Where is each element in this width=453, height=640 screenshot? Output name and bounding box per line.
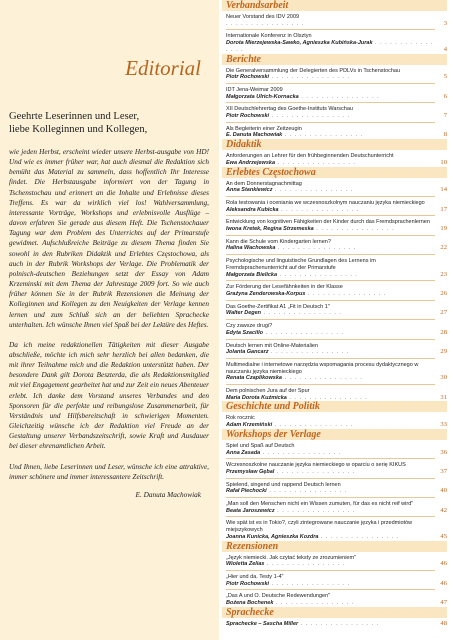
toc-entry[interactable] <box>222 126 447 139</box>
toc-divider <box>226 235 435 236</box>
toc-entry-author <box>226 132 435 139</box>
toc-dot-leader: . . . . . . . . . . . . . . . . <box>305 290 387 297</box>
toc-page-number: 8 <box>443 131 447 139</box>
toc-divider <box>226 516 435 517</box>
toc-entry[interactable] <box>222 258 447 278</box>
toc-entry[interactable] <box>222 520 447 540</box>
toc-entry-title: Zur Förderung der Lesefähnkeiten in der Klasse <box>226 284 343 291</box>
toc-divider <box>226 589 435 590</box>
toc-author-name: Wioletta Zelias <box>226 561 265 568</box>
editorial-title: Editorial <box>125 56 201 80</box>
toc-entry-title: Entwicklung von kognitiven Fähigkeiten der Kinder durch das Fremdsprachenlernen <box>226 219 430 226</box>
toc-author-name: Piotr Rochowski <box>226 580 270 587</box>
toc-dot-leader: . . . . . . . . . . . . . . . . <box>269 74 350 81</box>
toc-entry-title: Die Generalversammlung der Delegierten des PDLVs in Tschenstochau <box>226 67 401 74</box>
toc-dot-leader: . . . . . . . . . . . . . . . . <box>269 580 350 587</box>
toc-entry[interactable] <box>222 388 447 401</box>
toc-entry-title: Czy zawsze drugi? <box>226 323 273 330</box>
toc-page-number: 42 <box>440 506 447 514</box>
toc-author-name: Maria Dorota Kuźmicka <box>226 394 287 401</box>
toc-page-number: 14 <box>440 186 447 194</box>
toc-entry-author <box>226 561 435 568</box>
toc-author-name: Beata Jaroszewicz <box>226 507 275 514</box>
toc-page-number: 36 <box>440 448 447 456</box>
toc-entry[interactable] <box>222 415 447 428</box>
toc-page-number: 6 <box>443 92 447 100</box>
toc-section-title: Geschichte und Politik <box>222 401 447 412</box>
toc-divider <box>226 83 435 84</box>
toc-entry-title: „Das A und O. Deutsche Redewendungen" <box>226 593 331 600</box>
toc-entry-author <box>226 74 435 81</box>
toc-entry-author <box>226 245 435 252</box>
toc-entry-author <box>226 113 435 120</box>
toc-entry-author <box>226 395 435 402</box>
toc-dot-leader: . . . . . . . . . . . . . . . . <box>261 310 342 317</box>
toc-entry-author <box>226 349 435 356</box>
toc-author-name: Piotr Rochowski <box>226 113 270 120</box>
toc-page-number: 22 <box>440 244 447 252</box>
toc-dot-leader: . . . . . . . . . . . . . . . . <box>274 468 356 475</box>
toc-entry[interactable] <box>222 153 447 166</box>
toc-entry-author <box>226 534 435 541</box>
toc-entry-author <box>226 226 435 233</box>
toc-author-name: Anna Zasada <box>226 449 261 456</box>
toc-dot-leader: . . . . . . . . . . . . . . . . <box>264 561 346 568</box>
toc-author-name: Halina Wachowska <box>226 245 276 252</box>
toc-author-name: Aleksandra Kubicka <box>226 206 279 213</box>
toc-section <box>222 139 447 166</box>
toc-dot-leader: . . . . . . . . . . . . . . . . <box>274 507 356 514</box>
toc-author-name: Przemysław Gębal <box>226 468 275 475</box>
toc-section-title: Verbandsarbeit <box>222 0 447 11</box>
toc-section-title: Didaktik <box>222 139 447 150</box>
toc-section <box>222 167 447 402</box>
toc-author-name: Adam Krzemiński <box>226 422 273 429</box>
toc-entry-author <box>226 488 435 495</box>
toc-entry[interactable] <box>222 219 447 232</box>
toc-divider <box>226 570 435 571</box>
toc-entry-author <box>226 40 435 53</box>
toc-entry-author <box>226 375 435 382</box>
toc-page-number: 26 <box>440 289 447 297</box>
toc-entry[interactable] <box>222 304 447 317</box>
toc-dot-leader: . . . . . . . . . . . . . . . . <box>282 132 364 139</box>
toc-dot-leader: . . . . . . . . . . . . . . . . <box>278 206 360 213</box>
toc-entry-title: XII Deutschlehrertag des Goethe-Instituts Warschau <box>226 106 353 113</box>
toc-entry[interactable] <box>222 323 447 336</box>
toc-dot-leader: . . . . . . . . . . . . . . . . <box>275 245 357 252</box>
toc-entry-title: An dem Donnerstagnachmittag <box>226 180 302 187</box>
toc-dot-leader: . . . . . . . . . . . . . . . . <box>275 159 356 166</box>
toc-entry[interactable] <box>222 443 447 456</box>
toc-author-name: Bożena Bochenek <box>226 600 274 607</box>
toc-divider <box>226 215 435 216</box>
toc-page-number: 29 <box>440 348 447 356</box>
toc-entry-title: Rola testowania i oceniania we wczesnoszkolnym nauczaniu języka niemieckiego <box>226 199 425 206</box>
toc-page-number: 27 <box>440 309 447 317</box>
toc-entry-author <box>226 207 435 214</box>
toc-author-name: Jolanta Gancarz <box>226 349 269 356</box>
toc-dot-leader: . . . . . . . . . . . . . . . . <box>277 271 358 278</box>
toc-entry-author <box>226 508 435 515</box>
toc-page-number: 28 <box>440 328 447 336</box>
toc-entry-author <box>226 330 435 337</box>
toc-divider <box>226 280 435 281</box>
greeting-line-1: Geehrte Leserinnen und Leser, <box>9 111 140 122</box>
toc-divider <box>226 122 435 123</box>
toc-entry-title: Das Goethe-Zertifikat A1 „Fit in Deutsch 1" <box>226 303 330 310</box>
toc-entry-title: Spiel und Spaß auf Deutsch <box>226 442 295 449</box>
toc-dot-leader: . . . . . . . . . . . . . . . . <box>272 187 354 194</box>
toc-entry-title: Deutsch lernen mit Online-Materialien <box>226 342 319 349</box>
toc-section <box>222 0 447 54</box>
toc-divider <box>226 339 435 340</box>
toc-dot-leader: . . . . . . . . . . . . . . . . <box>268 349 350 356</box>
toc-entry[interactable] <box>222 462 447 475</box>
toc-section <box>222 429 447 541</box>
toc-entry-title: Wie spät ist es in Tokio?, czyli zintegrowane nauczanie języka i przedmiotów miejszykowych <box>226 520 413 534</box>
toc-page-number: 33 <box>440 421 447 429</box>
toc-page-number: 47 <box>440 599 447 607</box>
toc-section-title: Berichte <box>222 54 447 65</box>
toc-entry-title: Dem polnischen Jura auf der Spur <box>226 388 310 395</box>
toc-divider <box>226 102 435 103</box>
toc-entry[interactable] <box>222 284 447 297</box>
toc-entry-author <box>226 310 435 317</box>
toc-entry-author <box>226 272 435 279</box>
toc-author-name: Edyta Szacillo <box>226 329 263 336</box>
toc-entry-title: „Język niemiecki. Jak czytać teksty ze zrozumieniem" <box>226 554 357 561</box>
toc-entry[interactable] <box>222 362 447 382</box>
toc-page-number: 45 <box>440 532 447 540</box>
toc-entry[interactable] <box>222 68 447 81</box>
toc-divider <box>226 300 435 301</box>
editorial-paragraph: Da ich meine redaktionellen Tätigkeiten mit dieser Ausgabe abschließe, möchte ich mich sehr herzlich bei allen bedanken, die mit ihrer Teilnahme mich und die Redaktion unterstützt haben. Der besondere Dank gilt Dorota Beszterda, die als Redaktionsmitglied mit viel Engagement gearbeitet hat und zur Zeit ein neues Abenteuer erlebt. Ich danke dem Vorstand unseres Verbandes und den Sponsoren für die perfekte und reibungslose Zusammenarbeit, für Verständnis und Hilfsbereitschaft in schwierigen Momenten. Gleichzeitig wünsche ich der Redaktion viel Freude an der Gestaltung unserer Verbandszeitschrift, sowie Kraft und Ausdauer bei dieser ehrenamtlichen Arbeit. <box>9 340 209 451</box>
toc-page-number: 7 <box>443 112 447 120</box>
toc-page-number: 10 <box>440 158 447 166</box>
toc-author-name: Anna Stankiewicz <box>226 187 273 194</box>
toc-author-name: Grażyna Zenderowska-Korpus <box>226 290 306 297</box>
editorial-paragraph: Und Ihnen, liebe Leserinnen und Leser, wünsche ich eine attraktive, immer schönere und immer interessantere Zeitschrift. <box>9 462 209 481</box>
toc-author-name: Piotr Rochowski <box>226 74 270 81</box>
toc-dot-leader: . . . . . . . . . . . . . . . . <box>226 40 434 53</box>
editorial-panel <box>0 0 219 640</box>
toc-entry-title: Psychologische und linguistische Grundlagen des Lernens im Fremdsprachenunterricht auf der Primarstufe <box>226 258 376 271</box>
toc-page-number: 5 <box>443 73 447 81</box>
toc-page-number: 3 <box>443 19 447 27</box>
toc-dot-leader: . . . . . . . . . . . . . . . . <box>286 394 368 401</box>
editorial-signature: E. Danuta Machowiak <box>135 490 201 499</box>
editorial-paragraph: wie jeden Herbst, erscheint wieder unsere Herbst-ausgabe von HD! Und wie es immer früher war, hat auch diesmal die Redaktion sich bemüht das Material zu sammeln, dass hoffentlich Ihr Interesse findet. Die Herbstausgabe informiert von der Tagung in Tschenstochau und erinnert an die Inhalte und Erlebnisse dieses Treffens. Es war da wirklich viel los! Wahlversammlung, interessante Vorträge, Workshops und erlebnisvolle Ausflüge – davon erfahren Sie gerade aus diesem Heft. Die Tschenstochauer Tagung war dem Problem des Unterrichts auf der Primarstufe gewidmet. Aufschlußreiche Beiträge zu diesem Thema finden Sie sowohl in den Rubriken Didaktik und Erlebtes Częstochowa, als auch in der Rubrik Workshops der Verlage. Die Problematik der polnisch-deutschen Beziehungen setzt der Essay von Adam Krzeminski mit dem Thema der Jahrestage 2009 fort. So wie auch früher können Sie in der Rubrik Rezensionen die Meinung der Kolleginnen und Kollegen zu den Neuigkeiten der Verlage kennen lernen und zum Schluß sich an der beliebten Sprachecke unterhalten. Ich wünsche Ihnen viel Spaß bei der Lektüre des Heftes. <box>9 148 209 329</box>
toc-entry[interactable] <box>222 555 447 568</box>
toc-entry-title: Neuer Vorstand des IDV 2009 <box>226 14 300 20</box>
toc-entry-author <box>226 94 435 101</box>
toc-entry[interactable] <box>222 87 447 100</box>
toc-entry[interactable] <box>222 482 447 495</box>
toc-entry[interactable] <box>222 106 447 119</box>
toc-dot-leader: . . . . . . . . . . . . . . . . <box>273 600 355 607</box>
toc-entry-author <box>226 581 435 588</box>
toc-divider <box>226 384 435 385</box>
toc-author-name: Sprachecke – Sascha Miller <box>226 620 299 627</box>
toc-page-number: 17 <box>440 205 447 213</box>
toc-page-number: 19 <box>440 225 447 233</box>
toc-author-name: Iwona Kretek, Regina Strzemeska <box>226 226 314 233</box>
toc-section <box>222 541 447 607</box>
toc-dot-leader: . . . . . . . . . . . . . . . . <box>266 488 348 495</box>
toc-entry-title: Internationale Konferenz in Olsztyn <box>226 33 312 40</box>
toc-section-title: Erlebtes Częstochowa <box>222 167 447 178</box>
toc-page-number: 31 <box>440 393 447 401</box>
toc-entry-title: Rok rocznic <box>226 415 255 422</box>
toc-entry-title: Wczesnoszkolne nauczanie języka niemieckiego w oparciu o serię KIKUS <box>226 462 406 469</box>
toc-entry[interactable] <box>222 593 447 606</box>
toc-section-title: Workshops der Verlage <box>222 429 447 440</box>
toc-author-name: Małgorzata Bielicka <box>226 271 278 278</box>
toc-divider <box>226 458 435 459</box>
toc-dot-leader: . . . . . . . . . . . . . . . . <box>260 449 342 456</box>
toc-entry-author <box>226 21 435 28</box>
toc-dot-leader: . . . . . . . . . . . . . . . . <box>298 620 380 627</box>
toc-entry[interactable] <box>222 621 447 628</box>
toc-entry-author <box>226 469 435 476</box>
toc-divider <box>226 358 435 359</box>
toc-entry[interactable] <box>222 181 447 194</box>
toc-entry-author <box>226 160 435 167</box>
toc-entry-title: Spielend, singend und rappend Deutsch lernen <box>226 481 341 488</box>
toc-divider <box>226 29 435 30</box>
toc-entry-title: Anforderungen an Lehrer für den frühbeginnenden Deutschunterricht <box>226 153 394 160</box>
toc-dot-leader: . . . . . . . . . . . . . . . . <box>226 20 305 27</box>
toc-page-number: 48 <box>440 619 447 627</box>
toc-page-number: 40 <box>440 487 447 495</box>
toc-divider <box>226 196 435 197</box>
toc-entry-author <box>226 422 435 429</box>
toc-entry-author <box>226 450 435 457</box>
toc-dot-leader: . . . . . . . . . . . . . . . . <box>269 113 350 120</box>
table-of-contents <box>222 0 453 640</box>
toc-entry[interactable] <box>222 200 447 213</box>
toc-page-number: 4 <box>443 45 447 53</box>
toc-divider <box>226 254 435 255</box>
toc-entry-title: IDT Jena-Weimar 2009 <box>226 86 283 93</box>
toc-dot-leader: . . . . . . . . . . . . . . . . <box>272 422 354 429</box>
toc-section-title: Sprachecke <box>222 607 447 618</box>
toc-entry-title: „Hier und da. Testy 1-4" <box>226 573 284 580</box>
toc-divider <box>226 319 435 320</box>
toc-section-title: Rezensionen <box>222 541 447 552</box>
toc-dot-leader: . . . . . . . . . . . . . . . . <box>313 226 395 233</box>
toc-author-name: Rafał Piechocki <box>226 488 267 495</box>
toc-entry-title: „Man soll den Menschen nicht ein Wissen zumuten, für das es nicht reif wird" <box>226 501 414 508</box>
toc-author-name: Renata Czaplikowska <box>226 375 282 382</box>
toc-author-name: Dorota Mierzejewska-Sawko, Agnieszka Kubińska-Jurak <box>226 40 373 47</box>
toc-page-number: 23 <box>440 270 447 278</box>
toc-section <box>222 607 447 628</box>
toc-page-number: 30 <box>440 374 447 382</box>
toc-entry-title: Als Begleiterin einer Zeitzeugin <box>226 125 302 132</box>
toc-author-name: Walter Degen <box>226 310 262 317</box>
toc-entry[interactable] <box>222 343 447 356</box>
toc-entry-title: Multimedialne i internetowe narzędzia wspomagania procesu dydaktycznego w nauczaniu języka niemieckiego <box>226 361 419 375</box>
toc-dot-leader: . . . . . . . . . . . . . . . . <box>298 93 380 100</box>
toc-entry-author <box>226 621 435 628</box>
editorial-body <box>9 147 209 482</box>
toc-entry-title: Kann die Schule vom Kindergarten lernen? <box>226 238 331 245</box>
editorial-greeting <box>9 110 209 136</box>
toc-entry[interactable] <box>222 14 447 27</box>
toc-dot-leader: . . . . . . . . . . . . . . . . <box>263 329 344 336</box>
toc-entry-author <box>226 187 435 194</box>
toc-entry[interactable] <box>222 574 447 587</box>
toc-dot-leader: . . . . . . . . . . . . . . . . <box>281 375 363 382</box>
toc-author-name: E. Danuta Machowiak <box>226 132 283 139</box>
toc-section <box>222 54 447 140</box>
toc-entry-author <box>226 291 435 298</box>
greeting-line-2: liebe Kolleginnen und Kollegen, <box>9 124 148 135</box>
toc-entry[interactable] <box>222 239 447 252</box>
toc-entry[interactable] <box>222 33 447 53</box>
toc-author-name: Joanna Kunicka, Agnieszka Kozdra <box>226 533 319 540</box>
toc-section <box>222 401 447 428</box>
toc-divider <box>226 497 435 498</box>
toc-author-name: Ewa Andrzejewska <box>226 159 276 166</box>
toc-entry-author <box>226 600 435 607</box>
toc-dot-leader: . . . . . . . . . . . . . . . . <box>318 533 400 540</box>
toc-page-number: 46 <box>440 579 447 587</box>
toc-entry[interactable] <box>222 501 447 514</box>
toc-page-number: 46 <box>440 560 447 568</box>
toc-author-name: Małgorzata Ulrich-Kornacka <box>226 93 299 100</box>
toc-page-number: 37 <box>440 467 447 475</box>
toc-divider <box>226 478 435 479</box>
